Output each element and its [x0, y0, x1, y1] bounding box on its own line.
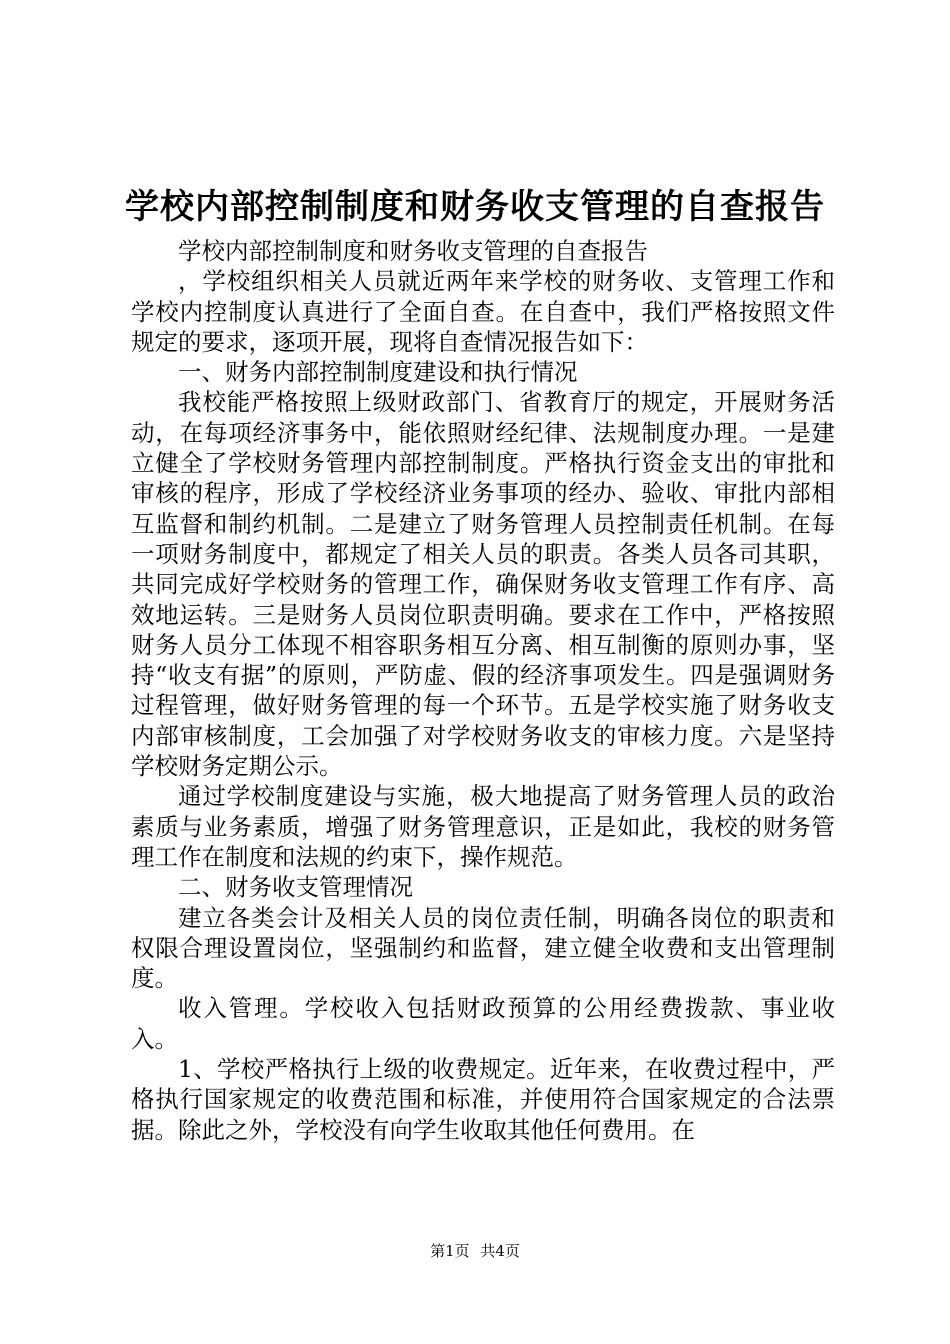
- page-footer: [0, 1240, 950, 1262]
- page-total: 共4页: [480, 1242, 520, 1260]
- section-heading: 一、财务内部控制制度建设和执行情况: [178, 358, 578, 387]
- section-heading: 二、财务收支管理情况: [178, 873, 413, 902]
- paragraph: 学校内部控制制度和财务收支管理的自查报告: [178, 237, 648, 265]
- document-title: 学校内部控制制度和财务收支管理的自查报告: [125, 187, 825, 227]
- paragraph: 1、学校严格执行上级的收费规定。近年来，在收费过程中，严格执行国家规定的收费范围和标准，并使用符合国家规定的合法票据。除此之外，学校没有向学生收取其他任何费用。在: [131, 1055, 835, 1144]
- paragraph: 我校能严格按照上级财政部门、省教育厅的规定，开展财务活动，在每项经济事务中，能依照财经纪律、法规制度办理。一是建立健全了学校财务管理内部控制制度。严格执行资金支出的审批和审核的程序，形成了学校经济业务事项的经办、验收、审批内部相互监督和制约机制。二是建立了财务管理人员控制责任机制。在每一项财务制度中，都规定了相关人员的职责。各类人员各司其职，共同完成好学校财务的管理工作，确保财务收支管理工作有序、高效地运转。三是财务人员岗位职责明确。要求在工作中，严格按照财务人员分工体现不相容职务相互分离、相互制衡的原则办事，坚持“收支有据”的原则，严防虚、假的经济事项发生。四是强调财务过程管理，做好财务管理的每一个环节。五是学校实施了财务收支内部审核制度，工会加强了对学校财务收支的审核力度。六是坚持学校财务定期公示。: [131, 388, 835, 781]
- paragraph: 建立各类会计及相关人员的岗位责任制，明确各岗位的职责和权限合理设置岗位，坚强制约和监督，建立健全收费和支出管理制度。: [131, 903, 835, 993]
- paragraph: 通过学校制度建设与实施，极大地提高了财务管理人员的政治素质与业务素质，增强了财务管理意识，正是如此，我校的财务管理工作在制度和法规的约束下，操作规范。: [131, 782, 835, 871]
- paragraph: ，学校组织相关人员就近两年来学校的财务收、支管理工作和学校内控制度认真进行了全面自查。在自查中，我们严格按照文件规定的要求，逐项开展，现将自查情况报告如下：: [131, 267, 835, 356]
- document-body: [131, 236, 835, 1145]
- page-number: 第1页: [430, 1242, 470, 1260]
- paragraph: 收入管理。学校收入包括财政预算的公用经费拨款、事业收入。: [131, 994, 835, 1053]
